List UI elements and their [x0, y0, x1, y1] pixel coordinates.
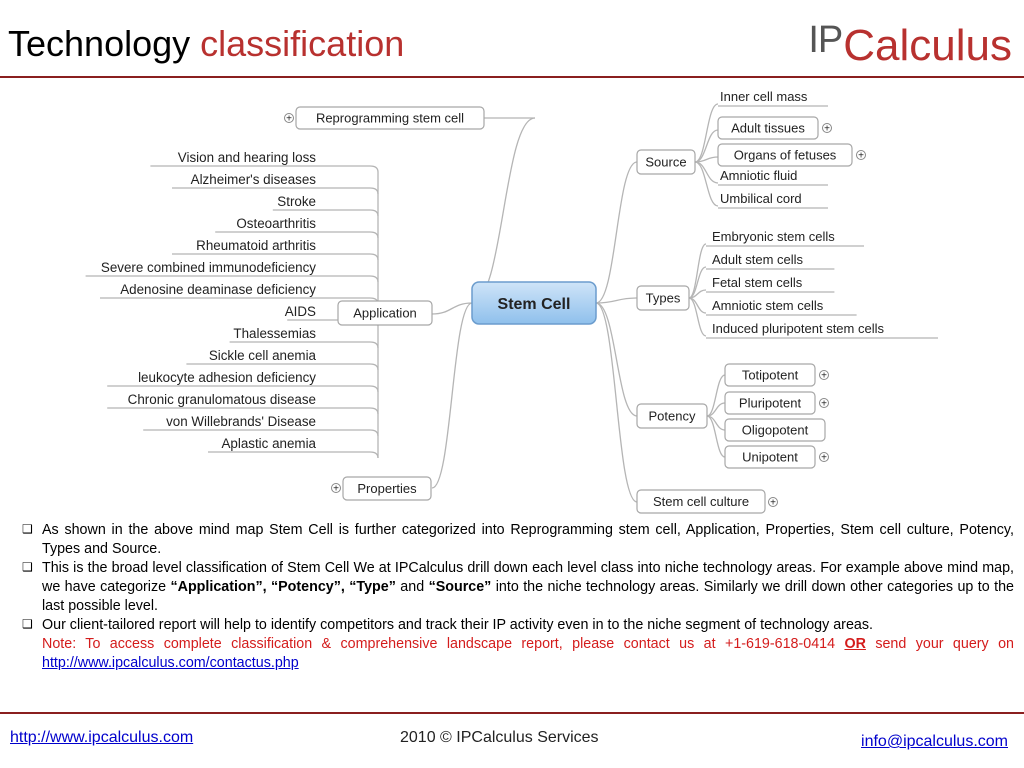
- footer-divider: [0, 712, 1024, 714]
- application-item-chronic-granulomatous-disease: Chronic granulomatous disease: [127, 392, 316, 407]
- source-item-amniotic-fluid: Amniotic fluid: [720, 168, 798, 183]
- types-item-adult-stem-cells: Adult stem cells: [712, 252, 804, 267]
- application-item-thalessemias: Thalessemias: [233, 326, 316, 341]
- stem-cell-mind-map: [0, 82, 1024, 518]
- potency-item-pluripotent-expand-icon-glyph: +: [821, 398, 827, 410]
- bullet-box-icon: ❑: [22, 617, 33, 631]
- bullet-1: [22, 521, 1014, 559]
- application-item-von-willebrands-disease: von Willebrands' Disease: [166, 414, 316, 429]
- bullet-2-and: and: [395, 579, 429, 595]
- logo-calculus: Calculus: [843, 21, 1012, 70]
- potency-item-unipotent-label: Unipotent: [742, 449, 798, 465]
- ipcalculus-logo: [808, 12, 1012, 68]
- email-link[interactable]: info@ipcalculus.com: [861, 733, 1008, 750]
- potency-item-totipotent-label: Totipotent: [741, 367, 799, 383]
- application-item-alzheimer-s-diseases: Alzheimer's diseases: [190, 172, 316, 187]
- website-link[interactable]: http://www.ipcalculus.com: [10, 729, 194, 746]
- potency-item-totipotent-expand-icon-glyph: +: [821, 370, 827, 382]
- application-item-vision-and-hearing-loss: Vision and hearing loss: [177, 150, 316, 165]
- potency-node-label: Potency: [648, 408, 696, 424]
- edge-properties: [432, 303, 472, 488]
- types-item-amniotic-stem-cells: Amniotic stem cells: [712, 298, 824, 313]
- bullet-box-icon: ❑: [22, 522, 33, 536]
- types-node-label: Types: [645, 290, 681, 306]
- note-or: OR: [844, 636, 866, 652]
- bullet-box-icon: ❑: [22, 560, 33, 574]
- page-title: [8, 22, 404, 66]
- potency-item-pluripotent-label: Pluripotent: [738, 395, 802, 411]
- bullet-3-text: Our client-tailored report will help to identify competitors and track their IP activity even in to the niche segment of technology areas.: [42, 617, 873, 633]
- application-item-underline: [208, 452, 378, 458]
- source-item-umbilical-cord: Umbilical cord: [720, 191, 802, 206]
- header-divider: [0, 76, 1024, 78]
- bullet-2-text-pre: This is the broad level classification of Stem Cell We at IPCalculus drill down each level class into niche technology areas. For example above mind map, we have categorize: [42, 560, 1014, 595]
- footer-copyright: 2010 © IPCalculus Services: [400, 729, 599, 746]
- footer-email: [861, 730, 1008, 754]
- application-item-aplastic-anemia: Aplastic anemia: [221, 436, 316, 451]
- types-item-fetal-stem-cells: Fetal stem cells: [712, 275, 803, 290]
- source-item-inner-cell-mass: Inner cell mass: [720, 89, 808, 104]
- properties-expand-icon-glyph: +: [333, 483, 339, 495]
- bullet-2-bold-1: “Application”, “Potency”, “Type”: [170, 579, 396, 595]
- types-item-embryonic-stem-cells: Embryonic stem cells: [712, 229, 835, 244]
- application-item-osteoarthritis: Osteoarthritis: [236, 216, 316, 231]
- edge-source-child: [695, 104, 718, 162]
- logo-ip: IP: [808, 19, 843, 61]
- edge-source-child: [695, 162, 718, 183]
- edge-source-child: [695, 162, 718, 206]
- reprogramming-expand-icon-glyph: +: [286, 113, 292, 125]
- note-text-mid: send your query on: [865, 636, 1014, 652]
- application-node-label: Application: [353, 305, 417, 321]
- edge-source: [596, 162, 637, 303]
- bullet-2: [22, 559, 1014, 616]
- source-item-organs-of-fetuses-label: Organs of fetuses: [733, 147, 837, 163]
- footer-website: [10, 726, 193, 750]
- bullet-1-text: As shown in the above mind map Stem Cell is further categorized into Reprogramming stem cell, Application, Properties, Stem cell culture, Potency, Types and Source.: [42, 522, 1014, 557]
- source-item-adult-tissues-label: Adult tissues: [731, 120, 805, 136]
- stem-cell-culture-expand-icon-glyph: +: [770, 497, 776, 509]
- application-item-stroke: Stroke: [277, 194, 316, 209]
- bullet-2-bold-2: “Source”: [428, 579, 492, 595]
- application-item-adenosine-deaminase-deficiency: Adenosine deaminase deficiency: [120, 282, 316, 297]
- stem-cell-culture-node-label: Stem cell culture: [652, 494, 750, 509]
- center-node-label: Stem Cell: [497, 296, 571, 313]
- properties-node-label: Properties: [357, 481, 417, 496]
- edge-reprogramming: [472, 118, 535, 303]
- application-item-leukocyte-adhesion-deficiency: leukocyte adhesion deficiency: [138, 370, 316, 385]
- contact-note: [42, 636, 1014, 671]
- types-item-induced-pluripotent-stem-cells: Induced pluripotent stem cells: [712, 321, 884, 336]
- source-item-adult-tissues-expand-icon-glyph: +: [824, 123, 830, 135]
- edge-culture: [596, 303, 637, 502]
- source-node-label: Source: [645, 154, 687, 170]
- description-bullets: [22, 521, 1014, 673]
- reprogramming-node-label: Reprogramming stem cell: [315, 110, 465, 126]
- bullet-3: [22, 616, 1014, 673]
- contact-link[interactable]: http://www.ipcalculus.com/contactus.php: [42, 655, 299, 671]
- note-text-pre: Note: To access complete classification & comprehensive landscape report, please contact us at +1-619-618-0414: [42, 636, 845, 652]
- bullet-2-text-post: into the niche technology areas. Similarly we drill down other categories up to the last possible level.: [42, 579, 1014, 614]
- potency-item-oligopotent-label: Oligopotent: [741, 422, 809, 438]
- application-item-severe-combined-immunodeficiency: Severe combined immunodeficiency: [100, 260, 316, 275]
- application-item-underline: [172, 188, 378, 194]
- application-item-sickle-cell-anemia: Sickle cell anemia: [208, 348, 316, 363]
- potency-item-unipotent-expand-icon-glyph: +: [821, 452, 827, 464]
- source-item-organs-of-fetuses-expand-icon-glyph: +: [858, 150, 864, 162]
- application-item-rheumatoid-arthritis: Rheumatoid arthritis: [196, 238, 316, 253]
- application-item-aids: AIDS: [284, 304, 316, 319]
- title-main: Technology: [8, 23, 191, 64]
- edge-types-child: [689, 298, 706, 336]
- title-accent: classification: [200, 23, 405, 64]
- application-item-underline: [100, 298, 378, 304]
